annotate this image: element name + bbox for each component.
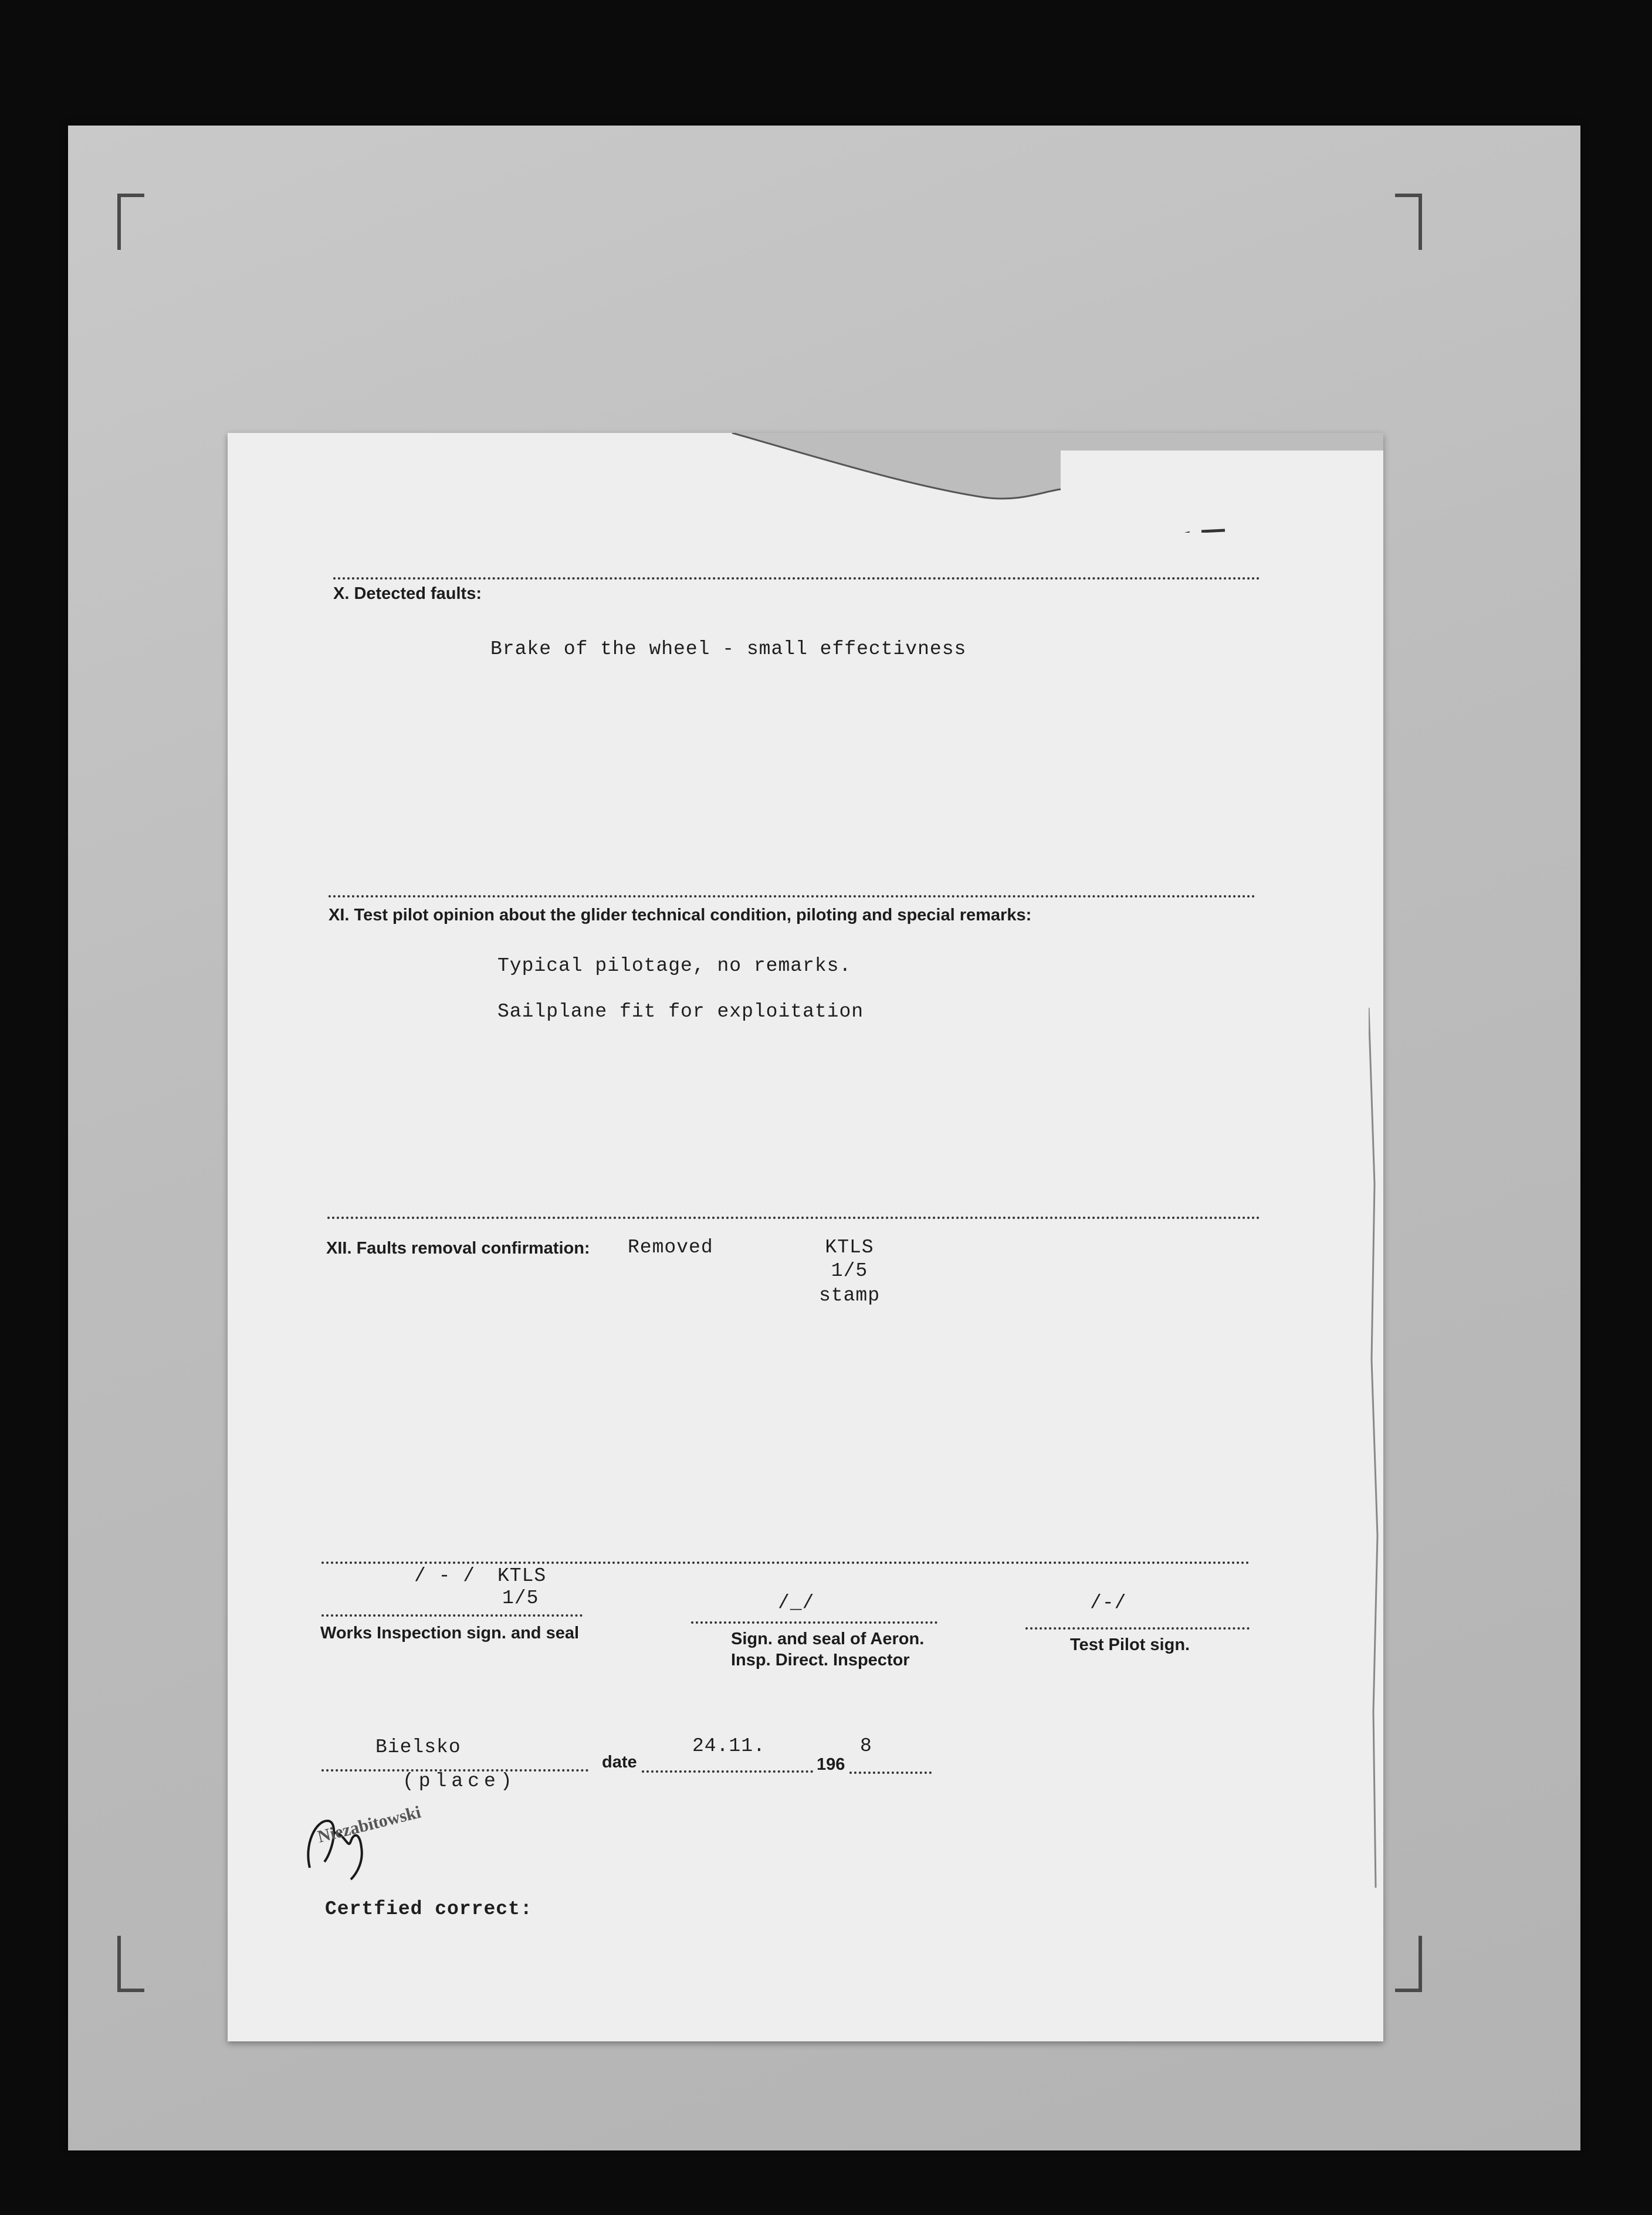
pilot-opinion-line-1: Typical pilotage, no remarks. xyxy=(497,955,852,977)
year-suffix: 8 xyxy=(860,1735,872,1757)
crop-mark-top-left xyxy=(117,194,144,250)
aeron-sign-mark: /_/ xyxy=(778,1592,815,1614)
name-stamp: Niezabitowski xyxy=(316,1802,423,1847)
crop-mark-bottom-right xyxy=(1395,1936,1422,1992)
works-stamp-line-1: KTLS xyxy=(497,1565,547,1587)
aeron-sign-line xyxy=(691,1621,937,1624)
removal-stamp-line-3: stamp xyxy=(818,1285,881,1306)
crop-mark-top-right xyxy=(1395,194,1422,250)
year-prefix: 196 xyxy=(817,1755,845,1774)
section-x-label: X. Detected faults: xyxy=(333,584,482,603)
date-value: 24.11. xyxy=(692,1735,766,1757)
divider-line-1 xyxy=(333,577,1260,580)
place-value: Bielsko xyxy=(375,1736,461,1758)
divider-line-4 xyxy=(321,1562,1250,1564)
pilot-sign-mark: /-/ xyxy=(1090,1592,1127,1614)
detected-faults-text: Brake of the wheel - small effectivness xyxy=(490,638,967,660)
pilot-sign-line xyxy=(1025,1627,1250,1630)
works-stamp-line-2: 1/5 xyxy=(502,1587,539,1609)
crop-mark-bottom-left xyxy=(117,1936,144,1992)
works-sign-label: Works Inspection sign. and seal xyxy=(320,1624,580,1642)
place-label: (place) xyxy=(402,1770,517,1792)
certified-correct-label: Certfied correct: xyxy=(325,1898,533,1920)
year-line xyxy=(849,1772,932,1774)
section-xii-label: XII. Faults removal confirmation: xyxy=(326,1239,590,1258)
divider-line-2 xyxy=(329,895,1255,897)
inspection-form-page xyxy=(228,433,1383,2041)
removal-stamp-line-2: 1/5 xyxy=(831,1260,868,1282)
pilot-opinion-line-2: Sailplane fit for exploitation xyxy=(497,1001,864,1022)
works-sign-mark: / - / xyxy=(414,1565,476,1587)
paper-torn-right-edge xyxy=(1369,1008,1383,1888)
removal-stamp-line-1: KTLS xyxy=(825,1237,874,1258)
aeron-sign-label-1: Sign. and seal of Aeron. xyxy=(731,1630,925,1648)
divider-line-3 xyxy=(327,1217,1260,1219)
torn-paper-edge xyxy=(228,433,1383,533)
section-xi-label: XI. Test pilot opinion about the glider technical condition, piloting and special remarks: xyxy=(329,906,1032,924)
pilot-sign-label: Test Pilot sign. xyxy=(1070,1635,1190,1654)
faults-removal-value: Removed xyxy=(628,1237,713,1258)
works-sign-line xyxy=(321,1614,583,1617)
date-line xyxy=(642,1770,813,1773)
aeron-sign-label-2: Insp. Direct. Inspector xyxy=(731,1651,910,1669)
date-label: date xyxy=(602,1753,637,1772)
